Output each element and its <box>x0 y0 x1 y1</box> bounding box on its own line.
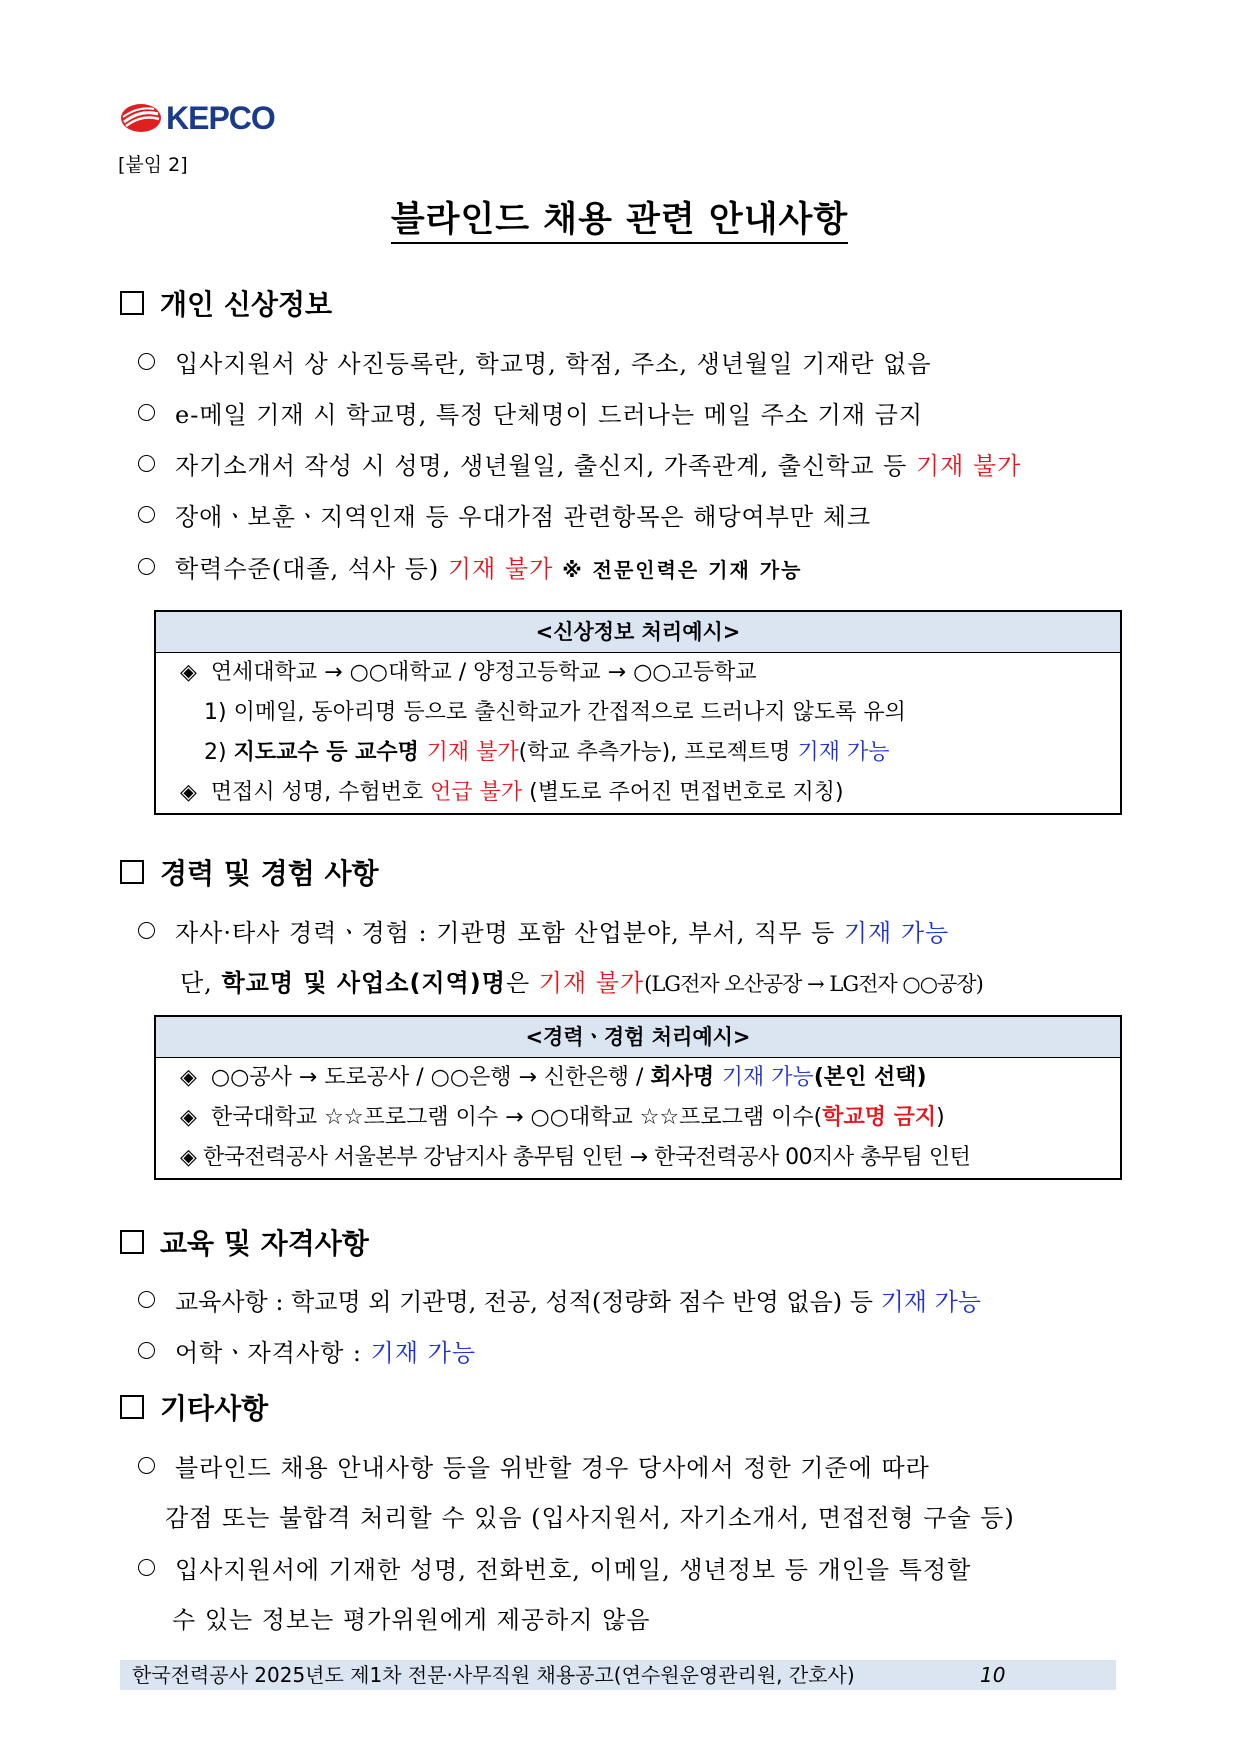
diamond-bullet-icon: ◈ <box>180 1065 197 1090</box>
list-item <box>138 446 1021 481</box>
warning-text: 기재 불가 <box>915 452 1022 480</box>
checkbox-square-icon <box>120 1395 144 1419</box>
example-line <box>156 1098 1120 1138</box>
example-text: 1) 이메일, 동아리명 등으로 출신학교가 간접적으로 드러나지 않도록 유의 <box>204 700 906 725</box>
section-heading-etc <box>120 1387 268 1427</box>
page-number: 10 <box>980 1663 1006 1687</box>
page-footer <box>120 1660 1116 1690</box>
diamond-bullet-icon: ◈ <box>180 1105 197 1130</box>
example-line <box>156 693 1120 733</box>
example-box-career <box>154 1015 1122 1180</box>
item-text: 교육사항 : 학교명 외 기관명, 전공, 성적(정량화 점수 반영 없음) 등 <box>175 1288 881 1316</box>
item-text: 자기소개서 작성 시 성명, 생년월일, 출신지, 가족관계, 출신학교 등 <box>175 452 916 480</box>
warning-text: 기재 불가 <box>447 555 554 583</box>
bold-text: 회사명 <box>650 1065 722 1090</box>
checkbox-square-icon <box>120 291 144 315</box>
section-heading-personal <box>120 283 332 323</box>
bold-text: 지도교수 등 교수명 <box>233 740 427 765</box>
item-text: e-메일 기재 시 학교명, 특정 단체명이 드러나는 메일 주소 기재 금지 <box>175 401 924 429</box>
example-line <box>156 653 1120 693</box>
example-box-header: <신상정보 처리예시> <box>156 612 1120 653</box>
list-item-continuation: 수 있는 정보는 평가위원에게 제공하지 않음 <box>172 1606 651 1634</box>
kepco-logo <box>120 100 275 136</box>
example-line <box>156 773 1120 813</box>
allowed-text: 기재 가능 <box>721 1065 814 1090</box>
section-heading-career <box>120 852 379 892</box>
note-text: ※ 전문인력은 기재 가능 <box>553 558 803 582</box>
item-text: 어학ㆍ자격사항 : <box>175 1339 371 1367</box>
allowed-text: 기재 가능 <box>370 1339 477 1367</box>
allowed-text: 기재 가능 <box>880 1288 981 1316</box>
example-text: ) <box>936 1105 945 1130</box>
item-text: 학력수준(대졸, 석사 등) <box>175 555 448 583</box>
list-item-continuation <box>180 963 983 998</box>
allowed-text: 기재 가능 <box>843 919 950 947</box>
example-text: (학교 추측가능), 프로젝트명 <box>518 740 798 765</box>
list-item-continuation: 감점 또는 불합격 처리할 수 있음 (입사지원서, 자기소개서, 면접전형 구술 등) <box>165 1504 1015 1532</box>
logo-wordmark: KEPCO <box>166 99 275 136</box>
item-text: 단, <box>180 969 222 997</box>
attachment-label: [붙임 2] <box>118 154 188 176</box>
warning-text: 학교명 금지 <box>822 1105 937 1130</box>
circle-bullet-icon <box>138 404 155 421</box>
example-text: 연세대학교 → ○○대학교 / 양정고등학교 → ○○고등학교 <box>210 660 757 685</box>
page-title <box>0 192 1239 242</box>
circle-bullet-icon <box>138 455 155 472</box>
warning-text: 기재 불가 <box>426 740 519 765</box>
checkbox-square-icon <box>120 1230 144 1254</box>
item-text: 입사지원서에 기재한 성명, 전화번호, 이메일, 생년정보 등 개인을 특정할 <box>175 1556 972 1584</box>
item-text: 은 <box>505 969 539 997</box>
warning-text: 기재 불가 <box>538 969 645 997</box>
circle-bullet-icon <box>138 922 155 939</box>
example-text: 2) <box>204 740 234 765</box>
diamond-bullet-icon: ◈ <box>180 660 197 685</box>
item-text: 자사·타사 경력ㆍ경험 : 기관명 포함 산업분야, 부서, 직무 등 <box>175 919 844 947</box>
diamond-bullet-icon: ◈ <box>180 780 197 805</box>
item-text: 입사지원서 상 사진등록란, 학교명, 학점, 주소, 생년월일 기재란 없음 <box>175 350 932 378</box>
section-heading-text: 기타사항 <box>160 1392 269 1425</box>
list-item <box>138 549 802 584</box>
section-heading-text: 경력 및 경험 사항 <box>160 857 379 890</box>
circle-bullet-icon <box>138 1457 155 1474</box>
allowed-text: 기재 가능 <box>797 740 890 765</box>
bold-text: (본인 선택) <box>813 1065 927 1090</box>
circle-bullet-icon <box>138 506 155 523</box>
item-text: (LG전자 오산공장 → LG전자 ○○공장) <box>644 972 983 996</box>
example-line <box>156 1058 1120 1098</box>
kepco-emblem-icon <box>120 103 162 133</box>
checkbox-square-icon <box>120 860 144 884</box>
list-item <box>138 1550 971 1585</box>
warning-text: 언급 불가 <box>430 780 523 805</box>
example-line <box>156 1138 1120 1178</box>
item-text: 블라인드 채용 안내사항 등을 위반할 경우 당사에서 정한 기준에 따라 <box>175 1454 930 1482</box>
list-item <box>138 913 949 948</box>
list-item <box>138 497 871 532</box>
list-item <box>138 344 932 379</box>
circle-bullet-icon <box>138 353 155 370</box>
example-box-header: <경력ㆍ경험 처리예시> <box>156 1017 1120 1058</box>
example-text: (별도로 주어진 면접번호로 지칭) <box>522 780 844 805</box>
example-line <box>156 733 1120 773</box>
list-item <box>138 1448 930 1483</box>
example-text: 한국대학교 ☆☆프로그램 이수 → ○○대학교 ☆☆프로그램 이수( <box>210 1105 823 1130</box>
circle-bullet-icon <box>138 1342 155 1359</box>
example-box-personal <box>154 610 1122 815</box>
bold-text: 학교명 및 사업소(지역)명 <box>221 969 506 997</box>
section-heading-text: 개인 신상정보 <box>160 288 333 321</box>
list-item <box>138 1333 476 1368</box>
footer-text: 한국전력공사 2025년도 제1차 전문·사무직원 채용공고(연수원운영관리원, 간호사) <box>132 1663 855 1687</box>
section-heading-text: 교육 및 자격사항 <box>160 1227 369 1260</box>
list-item <box>138 1282 981 1317</box>
section-heading-education <box>120 1222 369 1262</box>
page-title-text: 블라인드 채용 관련 안내사항 <box>391 200 848 244</box>
circle-bullet-icon <box>138 1559 155 1576</box>
example-text: ○○공사 → 도로공사 / ○○은행 → 신한은행 / <box>210 1065 651 1090</box>
diamond-bullet-icon: ◈ <box>180 1145 197 1170</box>
circle-bullet-icon <box>138 1291 155 1308</box>
example-text: 면접시 성명, 수험번호 <box>210 780 431 805</box>
circle-bullet-icon <box>138 558 155 575</box>
example-text: 한국전력공사 서울본부 강남지사 총무팀 인턴 → 한국전력공사 00지사 총무팀 인턴 <box>202 1145 971 1170</box>
list-item <box>138 395 923 430</box>
item-text: 장애ㆍ보훈ㆍ지역인재 등 우대가점 관련항목은 해당여부만 체크 <box>175 503 872 531</box>
